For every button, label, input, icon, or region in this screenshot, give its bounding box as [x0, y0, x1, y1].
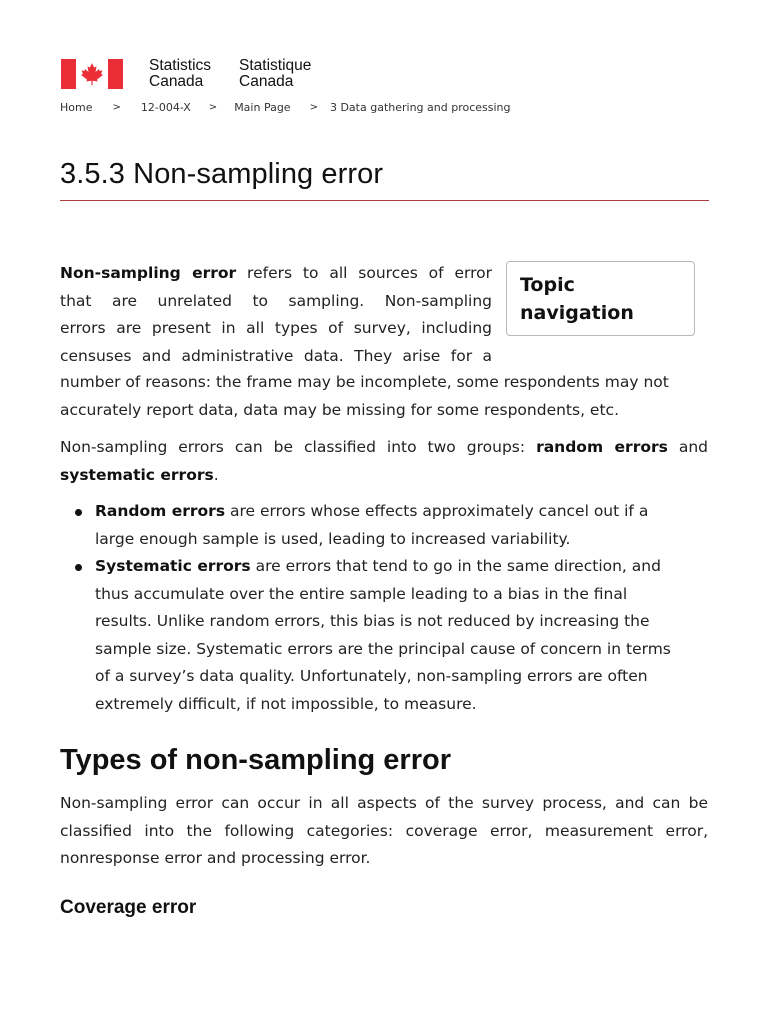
bullet-line: [95, 553, 708, 581]
bullet-term: Systematic errors: [95, 557, 251, 575]
wordmark-fr-line1: Statistique: [239, 57, 312, 74]
breadcrumb-separator: >: [112, 102, 121, 113]
wordmark-english: [149, 58, 211, 90]
error-types-list: [60, 498, 708, 718]
breadcrumb-separator: >: [309, 102, 318, 113]
bullet-icon: [75, 509, 82, 516]
groups-paragraph: [60, 434, 708, 489]
bullet-icon: [75, 564, 82, 571]
types-paragraph: [60, 790, 708, 873]
types-line: nonresponse error and processing error.: [60, 849, 371, 867]
page-title: 3.5.3 Non-sampling error: [60, 158, 384, 190]
wordmark-en-line2: Canada: [149, 73, 204, 90]
wordmark-french: [239, 58, 311, 90]
breadcrumb-home[interactable]: Home: [60, 101, 93, 114]
title-divider: [60, 200, 709, 201]
bullet-line: extremely difficult, if not impossible, to measure.: [95, 694, 477, 713]
intro-line1-text: refers to all sources of error: [236, 264, 493, 282]
intro-paragraph: [60, 260, 492, 370]
intro-line: accurately report data, data may be missing for some respondents, etc.: [60, 400, 619, 419]
canada-flag-icon[interactable]: [61, 59, 123, 89]
groups-line2: [60, 462, 708, 490]
groups-term-random: random errors: [536, 438, 668, 456]
intro-line: that are unrelated to sampling. Non-sampling: [60, 291, 492, 310]
groups-lead: Non-sampling errors can be classified into two groups:: [60, 438, 537, 456]
types-heading: Types of non-sampling error: [60, 744, 452, 776]
wordmark-fr-line2: Canada: [239, 73, 294, 90]
bullet-line: thus accumulate over the entire sample leading to a bias in the final: [95, 584, 628, 603]
intro-line: censuses and administrative data. They arise for a: [60, 346, 492, 365]
groups-line1: [60, 434, 708, 462]
breadcrumb-catalogue[interactable]: 12-004-X: [140, 101, 191, 114]
bullet-line: large enough sample is used, leading to increased variability.: [95, 529, 571, 548]
wordmark: [149, 58, 311, 90]
intro-line: [60, 260, 492, 288]
list-item: [60, 553, 708, 718]
topic-navigation-line2: navigation: [520, 302, 634, 324]
groups-mid: and: [667, 438, 708, 456]
breadcrumb-separator: >: [208, 102, 218, 113]
wordmark-en-line1: Statistics: [149, 57, 212, 74]
breadcrumb-section[interactable]: 3 Data gathering and processing: [329, 101, 511, 114]
bullet-text: are errors that tend to go in the same direction, and: [250, 557, 661, 575]
topic-navigation-line1: Topic: [520, 274, 575, 296]
breadcrumb: [60, 101, 511, 114]
intro-line: number of reasons: the frame may be incomplete, some respondents may not: [60, 373, 669, 391]
site-header: [61, 58, 311, 90]
bullet-term: Random errors: [95, 502, 226, 520]
topic-navigation-button[interactable]: [506, 261, 695, 336]
groups-term-systematic: systematic errors: [60, 465, 214, 484]
intro-line: errors are present in all types of survey, including: [60, 319, 492, 337]
intro-paragraph-continued: [60, 369, 708, 424]
types-line: Non-sampling error can occur in all aspects of the survey process, and can be: [60, 794, 708, 812]
intro-term: Non-sampling error: [60, 264, 237, 282]
coverage-error-heading: Coverage error: [60, 897, 197, 918]
bullet-line: results. Unlike random errors, this bias is not reduced by increasing the: [95, 612, 650, 630]
groups-end: .: [213, 465, 219, 484]
bullet-line: sample size. Systematic errors are the principal cause of concern in terms: [95, 639, 671, 658]
bullet-line: of a survey’s data quality. Unfortunately, non-sampling errors are often: [95, 667, 648, 685]
types-line: classified into the following categories: coverage error, measurement error,: [60, 821, 708, 840]
list-item: [60, 498, 708, 553]
bullet-text: are errors whose effects approximately cancel out if a: [225, 502, 649, 520]
bullet-line: [95, 498, 708, 526]
breadcrumb-main-page[interactable]: Main Page: [234, 101, 291, 114]
